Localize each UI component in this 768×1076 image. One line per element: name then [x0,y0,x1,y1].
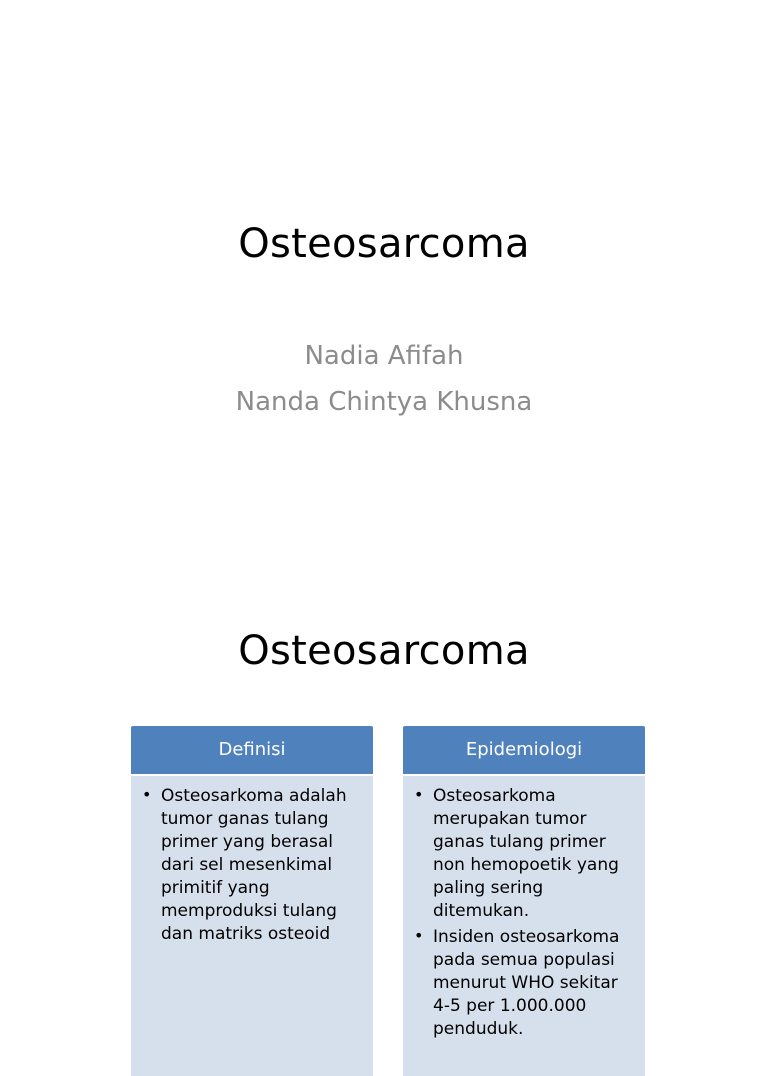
card-header: Definisi [131,726,373,774]
card-body [403,776,645,1076]
bullet-text: Insiden osteosarkoma pada semua populasi menurut WHO sekitar 4-5 per 1.000.000 penduduk. [433,927,620,1039]
bullet-text: Osteosarkoma adalah tumor ganas tulang primer yang berasal dari sel mesenkimal primitif yang memproduksi tulang dan matriks osteoid [161,786,347,944]
bullet-item [414,785,635,923]
card-header: Epidemiologi [403,726,645,774]
author-name: Nadia Afifah [304,341,464,371]
slide-title-heading: Osteosarcoma [238,221,530,267]
bullet-icon: • [142,785,152,804]
author-list [0,333,768,425]
epidemiologi-card [403,726,645,1046]
bullet-item [414,926,635,1041]
author-name: Nanda Chintya Khusna [235,387,533,417]
definisi-card [131,726,373,1046]
bullet-icon: • [414,785,424,804]
bullet-icon: • [414,926,424,945]
slide-content-heading: Osteosarcoma [238,628,530,674]
bullet-text: Osteosarkoma merupakan tumor ganas tulang primer non hemopoetik yang paling sering ditemukan. [433,786,619,921]
bullet-list [131,776,373,946]
bullet-list [403,776,645,1041]
slide-content [0,576,768,1039]
bullet-item [142,785,363,946]
card-body [131,776,373,1076]
